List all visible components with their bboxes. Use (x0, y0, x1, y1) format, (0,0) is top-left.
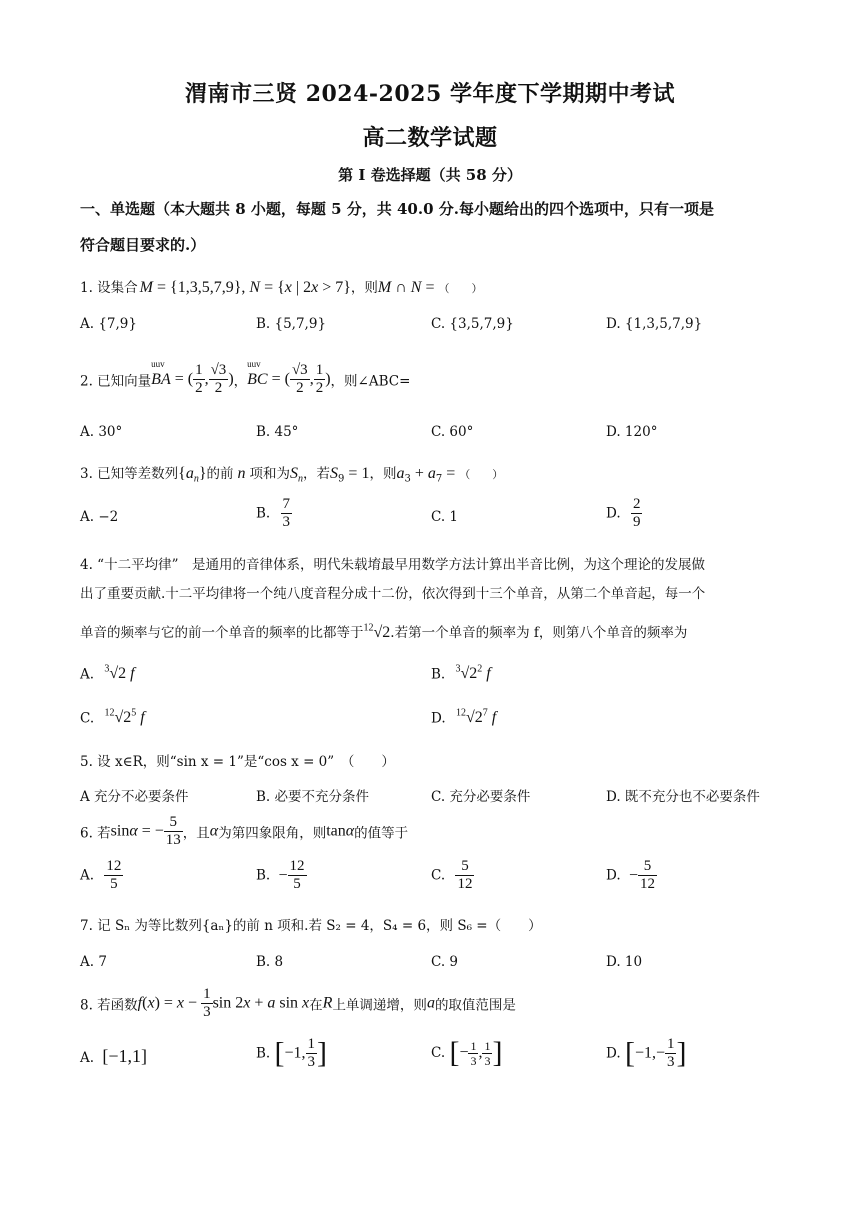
question-3-option-a[interactable]: A. −2 (80, 509, 119, 525)
question-2-option-c[interactable]: C. 60° (431, 424, 474, 440)
question-2-option-d[interactable]: D. 120° (606, 424, 658, 440)
section-heading-line2: 符合题目要求的.） (80, 236, 206, 254)
question-4-option-d[interactable]: D. $^{12}√2^7$ f (431, 708, 497, 727)
question-5-option-d[interactable]: D. 既不充分也不必要条件 (606, 789, 760, 805)
question-1-stem: 1. 设集合 M = {1,3,5,7,9}, N = {x | 2x > 7}，则M ∩ N = （ ） (80, 279, 483, 296)
question-4-line1: 4. “十二平均律” 是通用的音律体系，明代朱载堉最早用数学方法计算出半音比例，为这个理论的发展做 (80, 557, 705, 573)
question-8-option-a[interactable]: A. [−1,1] (80, 1046, 147, 1066)
question-1-option-b[interactable]: B. {5,7,9} (256, 316, 327, 332)
question-4-option-b[interactable]: B. $^3√2^2$ f (431, 664, 491, 683)
section-heading-line1: 一、单选题（本大题共 8 小题，每题 5 分，共 40.0 分.每小题给出的四个选项中，只有一项是 (80, 200, 714, 218)
question-5-option-c[interactable]: C. 充分必要条件 (431, 789, 531, 805)
question-3-option-c[interactable]: C. 1 (431, 509, 459, 525)
volume-heading: 第 I 卷选择题（共 58 分） (338, 166, 522, 184)
question-7-stem: 7. 记 Sₙ 为等比数列{aₙ}的前 n 项和.若 S₂ = 4，S₄ = 6，则 S₆ =（ ） (80, 918, 542, 934)
question-7-option-b[interactable]: B. 8 (256, 954, 284, 970)
question-6-option-d[interactable]: D. − $\frac{5}{12}$ (606, 858, 655, 892)
question-1-option-c[interactable]: C. {3,5,7,9} (431, 316, 514, 332)
exam-title: 渭南市三贤 2024-2025 学年度下学期期中考试 (185, 81, 675, 107)
question-7-option-c[interactable]: C. 9 (431, 954, 459, 970)
question-4-option-a[interactable]: A. $^3$√2 f (80, 664, 135, 683)
question-8-option-c[interactable]: C. [− $\frac{1}{3}$ , $\frac{1}{3}$ ] (431, 1036, 503, 1069)
question-5-stem: 5. 设 x∈R，则“sin x = 1”是“cos x = 0” （ ） (80, 754, 395, 770)
question-4-option-c[interactable]: C. $^{12}√2^5$ f (80, 708, 145, 727)
question-7-option-a[interactable]: A. 7 (80, 954, 107, 970)
question-5-option-b[interactable]: B. 必要不充分条件 (256, 789, 370, 805)
question-2-stem: 2. 已知向量 uuv BA = ( $\frac{1}{2}$ , $\frac{√3}{2}$ )， uuv BC = ( $\frac{√3}{2}$ , $\frac{1}{2}$ )，则∠ABC= (80, 358, 411, 396)
question-3-option-b[interactable]: B. $\frac{7}{3}$ (256, 496, 291, 530)
question-1-option-a[interactable]: A. {7,9} (80, 316, 137, 332)
question-7-option-d[interactable]: D. 10 (606, 954, 643, 970)
question-6-stem: 6. 若sinα = − $\frac{5}{13}$ ，且α为第四象限角，则tanα的值等于 (80, 814, 409, 848)
exam-subtitle: 高二数学试题 (362, 125, 498, 151)
question-6-option-a[interactable]: A. $\frac{12}{5}$ (80, 858, 122, 892)
question-6-option-c[interactable]: C. $\frac{5}{12}$ (431, 858, 473, 892)
question-8-option-d[interactable]: D. [−1,− $\frac{1}{3}$ ] (606, 1036, 687, 1070)
question-1-option-d[interactable]: D. {1,3,5,7,9} (606, 316, 703, 332)
question-3-option-d[interactable]: D. $\frac{2}{9}$ (606, 496, 641, 530)
question-2-option-a[interactable]: A. 30° (80, 424, 123, 440)
question-4-line2: 出了重要贡献.十二平均律将一个纯八度音程分成十二份，依次得到十三个单音，从第二个单音起，每一个 (80, 586, 706, 602)
question-4-line3: 单音的频率与它的前一个单音的频率的比都等于$^{12}$√2.若第一个单音的频率为 f，则第八个单音的频率为 (80, 622, 688, 641)
question-8-stem: 8. 若函数f(x) = x − $\frac{1}{3}$ sin 2x + a sin x在R上单调递增，则a的取值范围是 (80, 986, 516, 1020)
question-8-option-b[interactable]: B. [−1, $\frac{1}{3}$ ] (256, 1036, 328, 1070)
question-2-option-b[interactable]: B. 45° (256, 424, 299, 440)
question-5-option-a[interactable]: A 充分不必要条件 (80, 789, 189, 805)
question-6-option-b[interactable]: B. − $\frac{12}{5}$ (256, 858, 305, 892)
question-3-stem: 3. 已知等差数列$\{a_n\}$的前 n 项和为$S_n$，若$S_9 = 1$，则$a_3 + a_7$ = （ ） (80, 465, 504, 485)
